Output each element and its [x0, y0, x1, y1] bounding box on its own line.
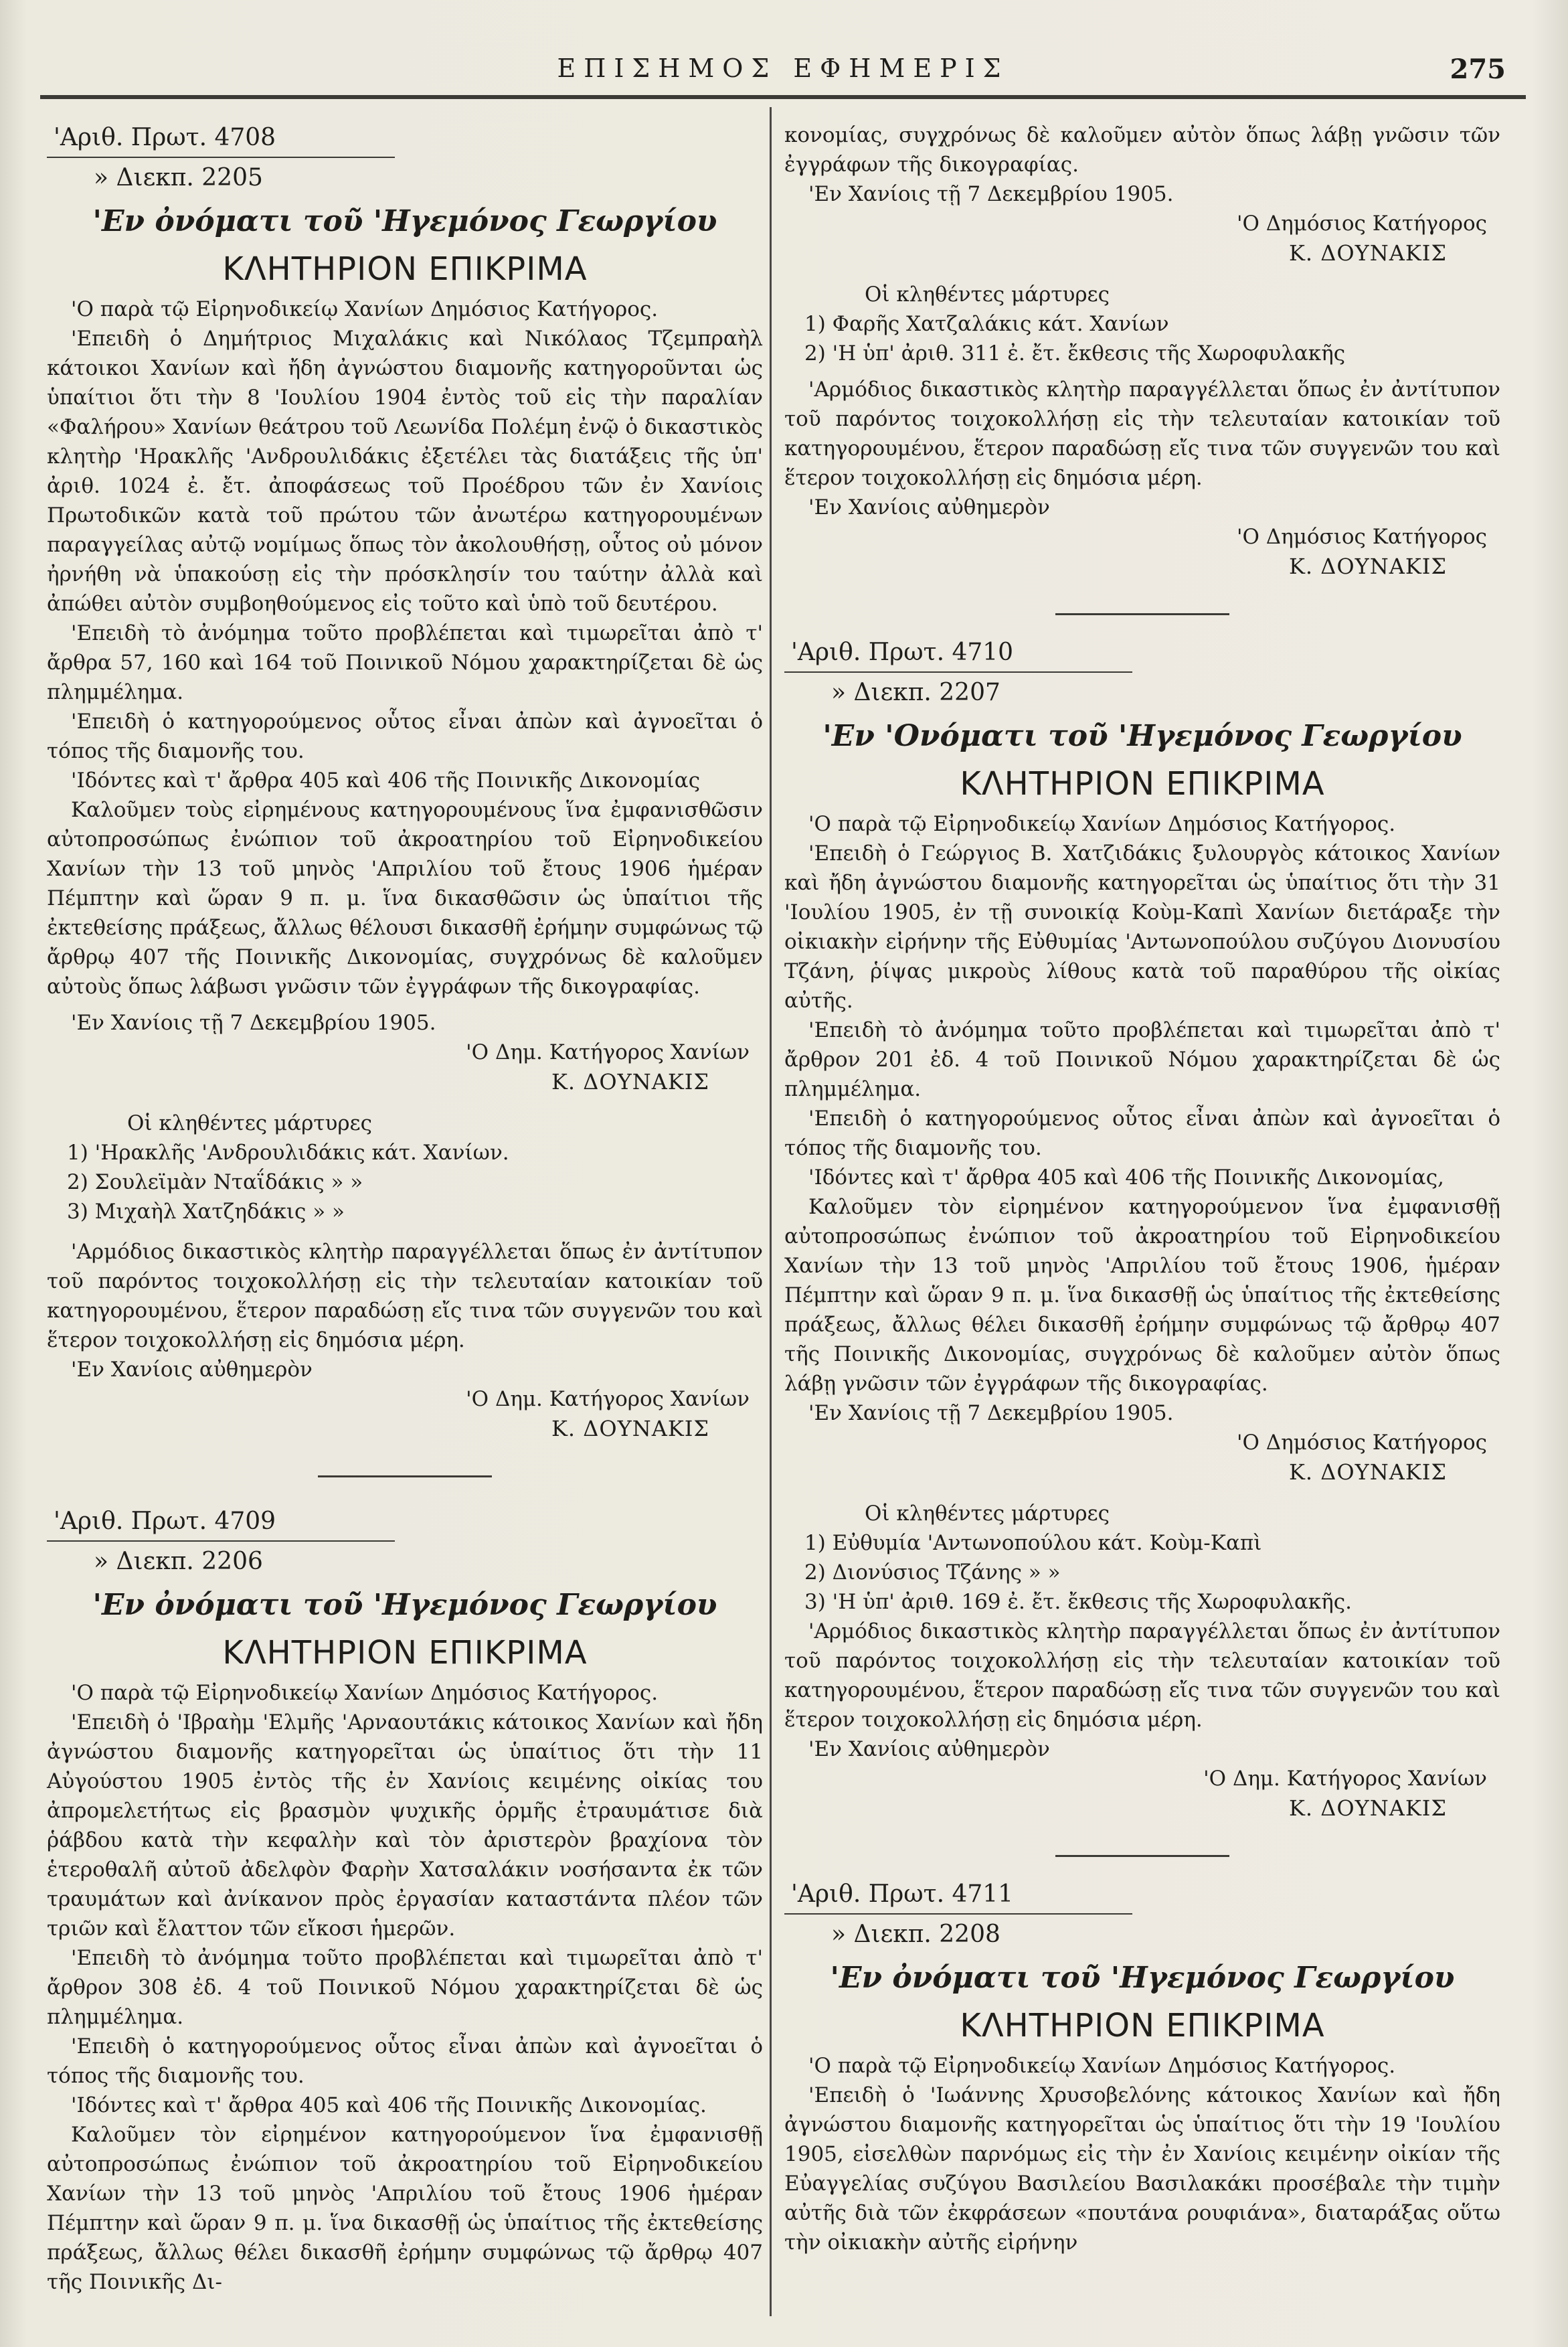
paragraph: 'Επειδὴ ὁ Γεώργιος Β. Χατζιδάκις ξυλουργὸς κάτοικος Χανίων καὶ ἤδη ἀγνώστου διαμονῆς κατηγορεῖται ὡς ὑπαίτιος ὅτι τὴν 31 'Ιουλίου 1905, ἐν τῇ συνοικίᾳ Κοὺμ-Καπὶ Χανίων διετάραξε τὴν οἰκιακὴν εἰρήνην τῆς Εὐθυμίας 'Αντωνοπούλου συζύγου Διονυσίου Τζάνη, ῥίψας μικροὺς λίθους κατὰ τοῦ παραθύρου τῆς οἰκίας αὐτῆς. [784, 841, 1500, 1013]
paragraph: 'Επειδὴ ὁ κατηγορούμενος οὗτος εἶναι ἀπὼν καὶ ἀγνοεῖται ὁ τόπος τῆς διαμονῆς του. [47, 710, 763, 763]
witnesses-title: Οἱ κληθέντες μάρτυρες [865, 282, 1110, 307]
notice-4710 [784, 635, 1500, 1823]
protocol-rule [784, 1913, 1132, 1915]
signature-name: Κ. ΔΟΥΝΑΚΙΣ [1289, 240, 1447, 266]
protocol-rule [47, 157, 395, 158]
protocol-rule [784, 671, 1132, 673]
notice-heading: 'Εν 'Ονόματι τοῦ 'Ηγεμόνος Γεωργίου [822, 719, 1462, 753]
page-number: 275 [1450, 54, 1506, 85]
paragraph: 'Ο παρὰ τῷ Εἰρηνοδικείῳ Χανίων Δημόσιος Κατήγορος. [71, 297, 659, 321]
witness-item: 2) Σουλεϊμὰν Νταΐδάκις » » [67, 1170, 363, 1194]
paragraph: 'Επειδὴ ὁ Δημήτριος Μιχαλάκις καὶ Νικόλαος Τζεμπραὴλ κάτοικοι Χανίων καὶ ἤδη ἀγνώστου διαμονῆς κατηγοροῦνται ὡς ὑπαίτιοι ὅτι τὴν 8 'Ιουλίου 1904 ἐντὸς τοῦ εἰς τὴν παραλίαν «Φαλήρου» Χανίων θεάτρου τοῦ Λεωνίδα Πολέμη ἐνῷ ὁ δικαστικὸς κλητὴρ 'Ηρακλῆς 'Ανδρουλιδάκις ἐξετέλει τὰς διατάξεις τῆς ὑπ' ἀριθ. 1024 ἐ. ἔτ. ἀποφάσεως τοῦ Προέδρου τῶν ἐν Χανίοις Πρωτοδικῶν κατὰ τοῦ πρώτου τῶν ἀνωτέρω κατηγορουμένων παραγγείλας αὐτῷ νομίμως ὅπως τὸν ἀκολουθήσῃ, οὗτος οὐ μόνον ἠρνήθη νὰ ὑπακούσῃ εἰς τὴν πρόσκλησίν του ταύτην ἀλλὰ καὶ ἀπώθει αὐτὸν συμβοηθούμενος εἰς τοῦτο καὶ ὑπὸ τοῦ δευτέρου. [47, 327, 763, 616]
protocol-rule [47, 1540, 395, 1542]
paragraph: 'Ο παρὰ τῷ Εἰρηνοδικείῳ Χανίων Δημόσιος Κατήγορος. [808, 812, 1396, 836]
dispatch-number: » Διεκπ. 2206 [94, 1548, 263, 1575]
paragraph: Καλοῦμεν τὸν εἰρημένον κατηγορούμενον ἵνα ἐμφανισθῇ αὐτοπροσώπως ἐνώπιον τοῦ ἀκροατηρίου τοῦ Εἰρηνοδικείου Χανίων τὴν 13 τοῦ μηνὸς 'Απριλίου τοῦ ἔτους 1906 ἡμέραν Πέμπτην καὶ ὥραν 9 π. μ. ἵνα δικασθῇ ὡς ὑπαίτιος τῆς ἐκτεθείσης πράξεως, ἄλλως θέλει δικασθῆ ἐρήμην συμφώνως τῷ ἄρθρῳ 407 τῆς Ποινικῆς Δι- [47, 2123, 763, 2294]
signature-name: Κ. ΔΟΥΝΑΚΙΣ [551, 1416, 709, 1441]
paragraph: 'Επειδὴ ὁ κατηγορούμενος οὗτος εἶναι ἀπὼν καὶ ἀγνοεῖται ὁ τόπος τῆς διαμονῆς του. [47, 2034, 763, 2088]
notice-kind: ΚΛΗΤΗΡΙΟΝ ΕΠΙΚΡΙΜΑ [960, 765, 1325, 803]
signature-role: 'Ο Δημόσιος Κατήγορος [1236, 1431, 1487, 1455]
notice-heading: 'Εν ὀνόματι τοῦ 'Ηγεμόνος Γεωργίου [92, 204, 717, 238]
paragraph: 'Επειδὴ ὁ 'Ιβραὴμ 'Ελμῆς 'Αρναουτάκις κάτοικος Χανίων καὶ ἤδη ἀγνώστου διαμονῆς κατηγορεῖται ὡς ὑπαίτιος ὅτι τὴν 11 Αὐγούστου 1905 ἐντὸς τῆς ἐν Χανίοις κειμένης οἰκίας του ἀπρομελετήτως εἰς βρασμὸν ψυχικῆς ὁρμῆς ἐτραυμάτισε διὰ ῥάβδου κατὰ τὴν κεφαλὴν καὶ τὸν ἀριστερὸν βραχίονα τὸν ἑτεροθαλῆ αὐτοῦ ἀδελφὸν Φαρὴν Χατσαλάκιν νοσήσαντα ἐκ τῶν τραυμάτων καὶ ἀνίκανον πρὸς ἐργασίαν καταστάντα πλέον τῶν τριῶν καὶ ἔλαττον τῶν εἴκοσι ἡμερῶν. [47, 1710, 763, 1941]
signature-role: 'Ο Δημ. Κατήγορος Χανίων [466, 1387, 750, 1411]
signature-role: 'Ο Δημόσιος Κατήγορος [1236, 525, 1487, 549]
paragraph: 'Αρμόδιος δικαστικὸς κλητὴρ παραγγέλλεται ὅπως ἐν ἀντίτυπον τοῦ παρόντος τοιχοκολλήσῃ εἰς τὴν τελευταίαν κατοικίαν τοῦ κατηγορουμένου, ἕτερον παραδώσῃ εἴς τινα τῶν συγγενῶν του καὶ ἕτερον τοιχοκολλήσῃ εἰς δημόσια μέρη. [47, 1240, 763, 1352]
separator-rule [318, 1475, 492, 1477]
paragraph: Καλοῦμεν τὸν εἰρημένον κατηγορούμενον ἵνα ἐμφανισθῇ αὐτοπροσώπως ἐνώπιον τοῦ ἀκροατηρίου τοῦ Εἰρηνοδικείου Χανίων τὴν 13 τοῦ μηνὸς 'Απριλίου τοῦ ἔτους 1906, ἡμέραν Πέμπτην καὶ ὥραν 9 π. μ. ἵνα δικασθῇ ὡς ὑπαίτιος τῆς ἐκτεθείσης πράξεως, ἄλλως θέλει δικασθῆ ἐρήμην συμφώνως τῷ ἄρθρῳ 407 τῆς Ποινικῆς Δικονομίας, συγχρόνως δὲ καλοῦμεν αὐτὸν ὅπως λάβῃ γνῶσιν τῶν ἐγγράφων τῆς δικογραφίας. [784, 1195, 1500, 1396]
witness-item: 1) Φαρῆς Χατζαλάκις κάτ. Χανίων [804, 312, 1169, 336]
witness-item: 1) Εὐθυμία 'Αντωνοπούλου κάτ. Κοὺμ-Καπὶ [804, 1531, 1262, 1555]
paragraph: 'Επειδὴ ὁ κατηγορούμενος οὗτος εἶναι ἀπὼν καὶ ἀγνοεῖται ὁ τόπος τῆς διαμονῆς του. [784, 1107, 1500, 1160]
paragraph: 'Επειδὴ τὸ ἀνόμημα τοῦτο προβλέπεται καὶ τιμωρεῖται ἀπὸ τ' ἄρθρα 57, 160 καὶ 164 τοῦ Ποινικοῦ Νόμου χαρακτηρίζεται δὲ ὡς πλημμέλημα. [47, 621, 763, 704]
notice-4711 [784, 1877, 1500, 2257]
witness-item: 1) 'Ηρακλῆς 'Ανδρουλιδάκις κάτ. Χανίων. [67, 1141, 509, 1165]
protocol-number: 'Αριθ. Πρωτ. 4709 [54, 1508, 276, 1535]
signature-name: Κ. ΔΟΥΝΑΚΙΣ [1289, 554, 1447, 579]
paragraph: Καλοῦμεν τοὺς εἰρημένους κατηγορουμένους ἵνα ἐμφανισθῶσιν αὐτοπροσώπως ἐνώπιον τοῦ ἀκροατηρίου τοῦ Εἰρηνοδικείου Χανίων τὴν 13 τοῦ μηνὸς 'Απριλίου τοῦ ἔτους 1906 ἡμέραν Πέμπτην καὶ ὥραν 9 π. μ. ἵνα δικασθῶσιν ὡς ὑπαίτιοι τῆς ἐκτεθείσης πράξεως, ἄλλως θέλουσι δικασθῆ ἐρήμην συμφώνως τῷ ἄρθρῳ 407 τῆς Ποινικῆς Δικονομίας, συγχρόνως δὲ καλοῦμεν αὐτοὺς ὅπως λάβωσι γνῶσιν τῶν ἐγγράφων τῆς δικογραφίας. [47, 798, 763, 999]
witness-item: 2) 'Η ὑπ' ἀριθ. 311 ἐ. ἔτ. ἔκθεσις τῆς Χωροφυλακῆς [804, 341, 1346, 366]
signature-role: 'Ο Δημ. Κατήγορος Χανίων [466, 1040, 750, 1064]
paragraph: 'Ο παρὰ τῷ Εἰρηνοδικείῳ Χανίων Δημόσιος Κατήγορος. [808, 2054, 1396, 2078]
paragraph: 'Επειδὴ ὁ 'Ιωάννης Χρυσοβελόνης κάτοικος Χανίων καὶ ἤδη ἀγνώστου διαμονῆς κατηγορεῖται ὡς ὑπαίτιος ὅτι τὴν 19 'Ιουλίου 1905, εἰσελθὼν παρνόμως εἰς τὴν ἐν Χανίοις κειμένην οἰκίαν τῆς Εὐαγγελίας συζύγου Βασιλείου Βασιλακάκι προσέβαλε τὴν τιμὴν αὐτῆς διὰ τῶν ἐκφράσεων «πουτάνα ρουφιάνα», διαταράξας οὕτω τὴν οἰκιακὴν αὐτῆς εἰρήνην [784, 2083, 1500, 2255]
page-header [40, 54, 1526, 100]
witness-item: 2) Διονύσιος Τζάνης » » [804, 1560, 1061, 1585]
protocol-number: 'Αριθ. Πρωτ. 4708 [54, 124, 276, 151]
signature-place-date: 'Εν Χανίοις τῇ 7 Δεκεμβρίου 1905. [808, 182, 1174, 206]
paragraph: κονομίας, συγχρόνως δὲ καλοῦμεν αὐτὸν ὅπως λάβῃ γνῶσιν τῶν ἐγγράφων τῆς δικογραφίας. [784, 123, 1500, 177]
paragraph: 'Ιδόντες καὶ τ' ἄρθρα 405 καὶ 406 τῆς Ποινικῆς Δικονομίας [71, 768, 701, 793]
notice-heading: 'Εν ὀνόματι τοῦ 'Ηγεμόνος Γεωργίου [830, 1961, 1455, 1995]
notice-kind: ΚΛΗΤΗΡΙΟΝ ΕΠΙΚΡΙΜΑ [960, 2007, 1325, 2044]
separator-rule [1055, 613, 1229, 615]
right-column [784, 120, 1500, 2289]
paragraph: 'Αρμόδιος δικαστικὸς κλητὴρ παραγγέλλεται ὅπως ἐν ἀντίτυπον τοῦ παρόντος τοιχοκολλήσῃ εἰς τὴν τελευταίαν κατοικίαν τοῦ κατηγορουμένου, ἕτερον παραδώσῃ εἴς τινα τῶν συγγενῶν του καὶ ἕτερον τοιχοκολλήσῃ εἰς δημόσια μέρη. [784, 378, 1500, 490]
notice-heading: 'Εν ὀνόματι τοῦ 'Ηγεμόνος Γεωργίου [92, 1588, 717, 1622]
signature-role: 'Ο Δημόσιος Κατήγορος [1236, 212, 1487, 236]
paragraph: 'Επειδὴ τὸ ἀνόμημα τοῦτο προβλέπεται καὶ τιμωρεῖται ἀπὸ τ' ἄρθρον 308 ἐδ. 4 τοῦ Ποινικοῦ Νόμου χαρακτηρίζεται δὲ ὡς πλημμέλημα. [47, 1946, 763, 2029]
dispatch-number: » Διεκπ. 2205 [94, 164, 263, 191]
separator-rule [1055, 1855, 1229, 1857]
signature-place: 'Εν Χανίοις αὐθημερὸν [808, 1737, 1050, 1761]
signature-place: 'Εν Χανίοις αὐθημερὸν [808, 495, 1050, 519]
column-divider [770, 107, 772, 2316]
witness-item: 3) 'Η ὑπ' ἀριθ. 169 ἐ. ἔτ. ἔκθεσις τῆς Χωροφυλακῆς. [804, 1590, 1352, 1614]
signature-role: 'Ο Δημ. Κατήγορος Χανίων [1203, 1767, 1487, 1791]
witnesses-title: Οἱ κληθέντες μάρτυρες [127, 1111, 372, 1135]
protocol-number: 'Αριθ. Πρωτ. 4710 [791, 639, 1014, 666]
gazette-title: ΕΠΙΣΗΜΟΣ ΕΦΗΜΕΡΙΣ [557, 54, 1009, 83]
signature-place-date: 'Εν Χανίοις τῇ 7 Δεκεμβρίου 1905. [71, 1011, 436, 1035]
witnesses-title: Οἱ κληθέντες μάρτυρες [865, 1502, 1110, 1526]
paragraph: 'Ιδόντες καὶ τ' ἄρθρα 405 καὶ 406 τῆς Ποινικῆς Δικονομίας, [808, 1165, 1444, 1190]
dispatch-number: » Διεκπ. 2207 [831, 679, 1000, 706]
signature-place-date: 'Εν Χανίοις τῇ 7 Δεκεμβρίου 1905. [808, 1401, 1174, 1425]
paragraph: 'Επειδὴ τὸ ἀνόμημα τοῦτο προβλέπεται καὶ τιμωρεῖται ἀπὸ τ' ἄρθρον 201 ἐδ. 4 τοῦ Ποινικοῦ Νόμου χαρακτηρίζεται δὲ ὡς πλημμέλημα. [784, 1018, 1500, 1101]
left-column [47, 120, 763, 2329]
protocol-number: 'Αριθ. Πρωτ. 4711 [791, 1880, 1014, 1908]
signature-name: Κ. ΔΟΥΝΑΚΙΣ [1289, 1459, 1447, 1485]
witness-item: 3) Μιχαὴλ Χατζηδάκις » » [67, 1200, 345, 1224]
dispatch-number: » Διεκπ. 2208 [831, 1921, 1000, 1948]
notice-4708 [47, 120, 763, 1443]
paragraph: 'Ο παρὰ τῷ Εἰρηνοδικείῳ Χανίων Δημόσιος Κατήγορος. [71, 1681, 659, 1705]
paragraph: 'Ιδόντες καὶ τ' ἄρθρα 405 καὶ 406 τῆς Ποινικῆς Δικονομίας. [71, 2093, 707, 2117]
paragraph: 'Αρμόδιος δικαστικὸς κλητὴρ παραγγέλλεται ὅπως ἐν ἀντίτυπον τοῦ παρόντος τοιχοκολλήσῃ εἰς τὴν τελευταίαν κατοικίαν τοῦ κατηγορουμένου, ἕτερον παραδώσῃ εἴς τινα τῶν συγγενῶν του καὶ ἕτερον τοιχοκολλήσῃ εἰς δημόσια μέρη. [784, 1619, 1500, 1732]
signature-name: Κ. ΔΟΥΝΑΚΙΣ [1289, 1795, 1447, 1821]
notice-kind: ΚΛΗΤΗΡΙΟΝ ΕΠΙΚΡΙΜΑ [222, 1634, 588, 1672]
notice-kind: ΚΛΗΤΗΡΙΟΝ ΕΠΙΚΡΙΜΑ [222, 250, 588, 288]
header-rule [40, 95, 1526, 99]
signature-place: 'Εν Χανίοις αὐθημερὸν [71, 1358, 313, 1382]
notice-4709-continuation [784, 120, 1500, 581]
notice-4709 [47, 1504, 763, 2297]
signature-name: Κ. ΔΟΥΝΑΚΙΣ [551, 1069, 709, 1095]
